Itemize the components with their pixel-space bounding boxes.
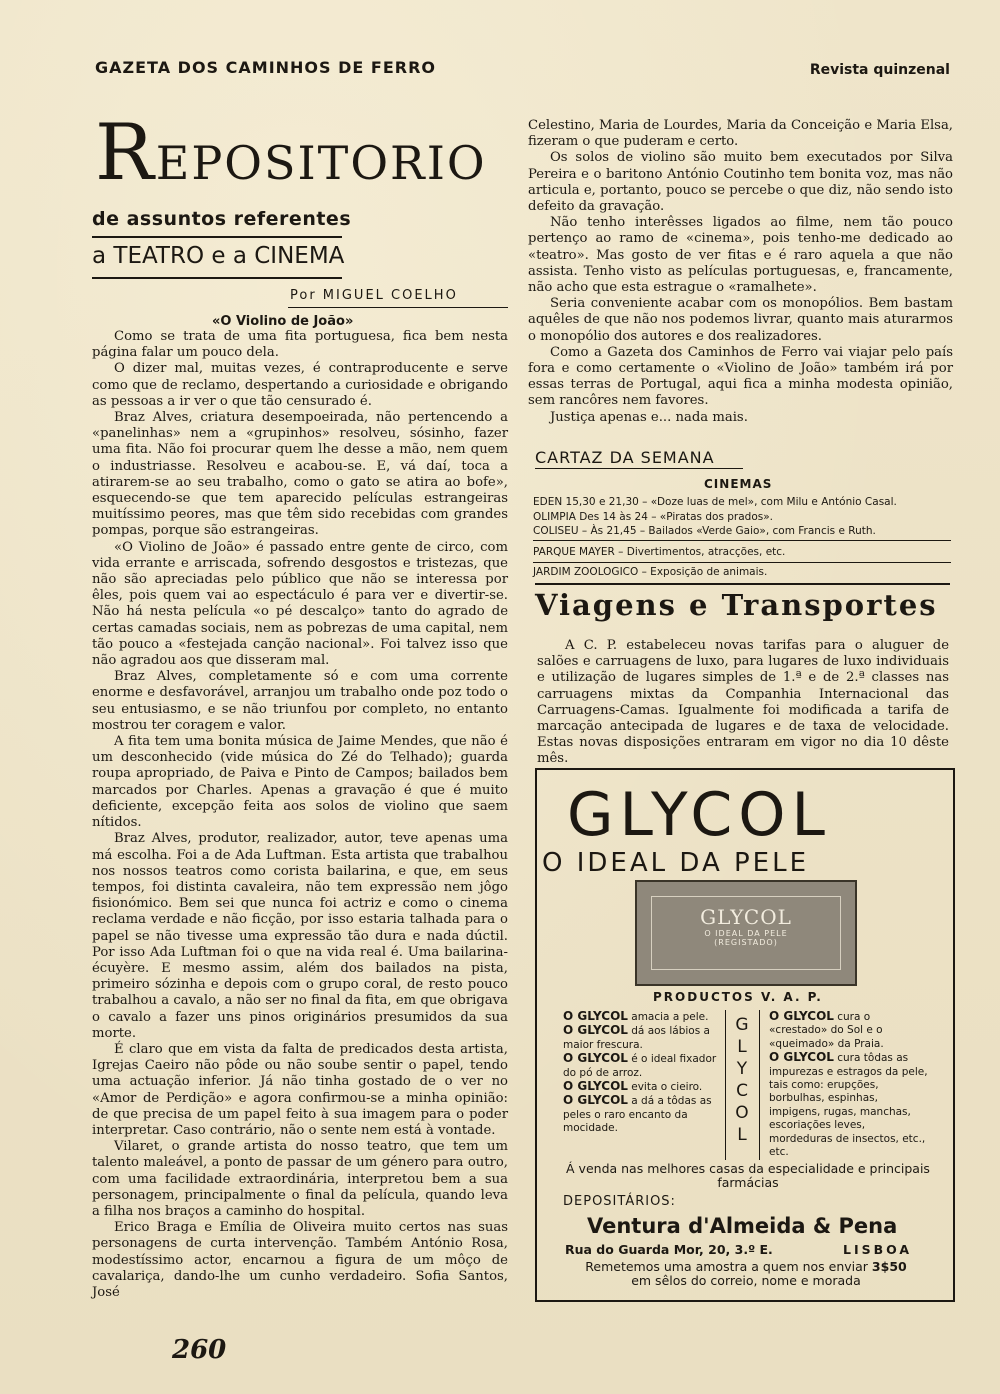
paragraph: Como se trata de uma fita portuguesa, fica bem nesta página falar um pouco dela. <box>92 329 508 361</box>
products-heading: PRODUCTOS V. A. P. <box>653 990 823 1004</box>
cinema-listing: EDEN 15,30 e 21,30 – «Doze luas de mel», com Milu e António Casal. <box>533 496 897 508</box>
article-right-column <box>528 118 953 426</box>
label-line: (REGISTADO) <box>714 938 778 947</box>
divider <box>535 468 743 469</box>
ad-claim <box>563 1094 721 1135</box>
paragraph: Braz Alves, criatura desempoeirada, não pertencendo a «panelinhas» nem a «grupinhos» resolveu, sósinho, fazer uma fita. Não foi procurar quem lhe desse a mão, nem quem o industriasse. Resolveu e acabou-se. E, vá daí, toca a atirarem-se ao seu trabalho, como o gato se atira ao bofe», esquecendo-se que tem aparecido películas estrangeiras muitíssimo peores, mas que têm sido recebidas com grandes pompas, porque são estrangeiras. <box>92 410 508 539</box>
running-header-title: GAZETA DOS CAMINHOS DE FERRO <box>95 58 437 77</box>
ad-claim-text: dá aos lábios a maior frescura. <box>563 1025 710 1051</box>
paragraph: Justiça apenas e... nada mais. <box>550 409 748 425</box>
ad-firm-name: Ventura d'Almeida & Pena <box>587 1214 898 1238</box>
divider <box>533 540 951 541</box>
running-header-subtitle: Revista quinzenal <box>809 62 950 78</box>
section-title-initial: R <box>95 108 156 198</box>
ad-claim <box>563 1052 721 1080</box>
ad-claims-left <box>563 1010 721 1136</box>
paragraph: «O Violino de João» é passado entre gente de circo, com vida errante e arriscada, sofrendo desgostos e tristezas, que não são apreciadas pelo público que não se interessa por êles, pois quem vai ao espectáculo é para ver e divertir-se. Não há nesta película «o pé descalço» tanto do agrado de certas camadas sociais, nem as pobrezas de uma capital, nem tão pouco a «festejada canção nacional». Foi talvez isso que não agradou aos que disseram mal. <box>92 539 508 669</box>
ad-claim-text: evita o cieiro. <box>627 1081 703 1094</box>
ad-claim-brand: O GLYCOL <box>563 1051 628 1066</box>
section-subtitle-2: a TEATRO e a CINEMA <box>92 243 345 269</box>
divider <box>535 583 950 585</box>
ad-claim <box>769 1051 929 1159</box>
paragraph: Os solos de violino são muito bem executados por Silva Pereira e o baritono António Coutinho tem bonita voz, mas não articula e, portanto, pouco se percebe o que diz, não sendo isto defeito da gravação. <box>528 150 953 215</box>
ad-claims-right <box>769 1010 929 1159</box>
viagens-text-block <box>537 638 949 768</box>
cinema-listing: PARQUE MAYER – Divertimentos, atracções, etc. <box>533 546 786 558</box>
paragraph: Seria conveniente acabar com os monopólios. Bem bastam aquêles de que não nos podemos livrar, quanto mais aturarmos o monopólio dos autores e dos realizadores. <box>528 296 953 344</box>
section-title-rest: EPOSITORIO <box>155 136 487 190</box>
paragraph: Celestino, Maria de Lourdes, Maria da Conceição e Maria Elsa, fizeram o que puderam e certo. <box>528 118 953 150</box>
product-label-image <box>635 880 857 986</box>
label-frame <box>651 896 841 970</box>
article-left-column <box>92 329 508 1301</box>
divider <box>533 562 951 563</box>
cinema-listing: OLIMPIA Des 14 às 24 – «Piratas dos prados». <box>533 511 773 523</box>
paragraph: A fita tem uma bonita música de Jaime Mendes, que não é um desconhecido (vide música do Zé do Telhado); guarda roupa apropriado, de Paiva e Pinto de Campos; bailados bem marcados por Charles. Apenas a gravação é que é muito deficiente, excepção feita aos solos de violino que saem nítidos. <box>92 734 508 831</box>
glycol-advertisement <box>535 768 955 1302</box>
paragraph: Braz Alves, produtor, realizador, autor, teve apenas uma má escolha. Foi a de Ada Luftman. Esta artista que trabalhou nos nossos teatros como corista bailarina, e que, em seus tempos, foi distinta cavaleira, não tem expressão nem jôgo fisionómico. Bem sei que nunca foi actriz e como o cinema reclama verdade e não ficção, por isso estaria talhada para o papel se não tivesse uma expressão tão dura e nada dúctil. Por isso Ada Luftman foi o que na vida real é. Uma bailarina-écuyère. E mesmo assim, além dos bailados na pista, primeiro sózinha e depois com o grupo coral, de resto pouco trabalhou a cavalo, a não ser no final da fita, em que obrigava o cavalo a fazer uns pinos originários presumidos da sua morte. <box>92 831 508 1041</box>
cinemas-heading: CINEMAS <box>704 477 773 491</box>
ad-price: 3$50 <box>871 1259 907 1274</box>
ad-claim <box>563 1024 721 1052</box>
ad-claim-brand: O GLYCOL <box>563 1093 628 1108</box>
paragraph: Vilaret, o grande artista do nosso teatro, que tem um talento maleável, a ponto de passar de um género para outro, com uma facilidade extraordinária, interpretou bem a sua personagem, principalmente o final da película, quando leva a filha nos braços a caminho do hospital. <box>92 1139 508 1219</box>
ad-brand: GLYCOL <box>567 780 831 850</box>
paragraph: A C. P. estabeleceu novas tarifas para o aluguer de salões e carruagens de luxo, para lugares de luxo individuais e utilização de lugares simples de 1.ª e de 2.ª classes nas carruagens mixtas da Companhia Internacional das Carruagens-Camas. Igualmente foi modificada a tarifa de marcação antecipada de lugares e de taxa de velocidade. Estas novas disposições entraram em vigor no dia 10 dêste mês. <box>537 638 949 767</box>
ad-claim-text: a dá a tôdas as peles o raro encanto da mocidade. <box>563 1095 712 1135</box>
ad-address: Rua do Guarda Mor, 20, 3.º E. <box>565 1242 773 1257</box>
vertical-letter: O <box>735 1103 749 1123</box>
paragraph: Braz Alves, completamente só e com uma corrente enorme e desfavorável, arranjou um trabalho onde poz todo o seu entusiasmo, e se não triunfou por completo, no entanto mostrou ter coragem e valor. <box>92 669 508 733</box>
ad-claim-brand: O GLYCOL <box>769 1050 834 1065</box>
article-title: «O Violino de João» <box>212 314 354 329</box>
cinema-listing: JARDIM ZOOLOGICO – Exposição de animais. <box>533 566 768 578</box>
ad-claim <box>563 1080 721 1094</box>
ad-claim-brand: O GLYCOL <box>769 1009 834 1023</box>
ad-availability: Á venda nas melhores casas da especialidade e principais farmácias <box>566 1161 930 1190</box>
ad-claim <box>563 1010 721 1024</box>
ad-depositarios: DEPOSITÁRIOS: <box>563 1194 676 1209</box>
vertical-brand <box>730 1014 754 1146</box>
vertical-letter: Y <box>736 1059 748 1079</box>
ad-sample-text: em sêlos do correio, nome e morada <box>631 1273 861 1288</box>
vertical-letter: C <box>736 1081 748 1101</box>
section-title <box>95 108 487 198</box>
byline: Por MIGUEL COELHO <box>290 288 458 303</box>
paragraph: Não tenho interêsses ligados ao filme, nem tão pouco pertenço ao ramo de «cinema», pois tenho-me dedicado ao «teatro». Mas gosto de ver fitas e é raro aquela a que não assista. Tenho visto as películas portuguesas, e, francamente, não acho que esta estrague o «ramalhete». <box>528 215 953 296</box>
ad-claim <box>769 1010 929 1051</box>
paragraph: Erico Braga e Emília de Oliveira muito certos nas suas personagens de curta intervenção. Também António Rosa, modestíssimo actor, encarnou a figura de um môço de cavalariça, dando-lhe um cunho verdadeiro. Sofia Santos, José <box>92 1220 508 1300</box>
paragraph: É claro que em vista da falta de predicados desta artista, Igrejas Caeiro não pôde ou não soube sentir o papel, tendo uma actuação inferior. Já não tinha gostado de o ver no «Amor de Perdição» e agora confirmou-se a minha opinião: de que precisa de um papel feito à sua imagem para o poder interpretar. Caso contrário, não o sente nem está à vontade. <box>92 1041 508 1138</box>
label-line: O IDEAL DA PELE <box>704 929 788 938</box>
ad-sample-offer <box>557 1260 935 1288</box>
ad-claim-brand: O GLYCOL <box>563 1023 628 1038</box>
label-brand: GLYCOL <box>700 905 792 929</box>
vertical-letter: L <box>737 1037 747 1057</box>
cinema-listing: COLISEU – Às 21,45 – Bailados «Verde Gaio», com Francis e Ruth. <box>533 525 876 537</box>
page-number: 260 <box>172 1335 227 1365</box>
ad-claim-text: cura o «crestado» do Sol e o «queimado» da Praia. <box>769 1011 884 1050</box>
vertical-letter: L <box>737 1125 747 1145</box>
divider <box>725 1010 726 1160</box>
ad-sample-text: Remetemos uma amostra a quem nos enviar <box>585 1259 868 1274</box>
ad-claim-text: cura tôdas as impurezas e estragos da pele, tais como: erupções, borbulhas, espinhas, impigens, rugas, manchas, escoriações leves, mordeduras de insectos, etc., etc. <box>769 1052 928 1159</box>
vertical-letter: G <box>735 1015 749 1035</box>
divider <box>92 277 342 279</box>
viagens-title: Viagens e Transportes <box>535 588 938 622</box>
ad-claim-brand: O GLYCOL <box>563 1079 628 1094</box>
section-subtitle-1: de assuntos referentes <box>92 208 352 230</box>
ad-claim-brand: O GLYCOL <box>563 1009 628 1023</box>
ad-tagline: O IDEAL DA PELE <box>542 848 810 878</box>
paragraph: O dizer mal, muitas vezes, é contraproducente e serve como que de reclamo, despertando a curiosidade e obrigando as pessoas a ir ver o que tão censurado é. <box>92 361 508 409</box>
cartaz-heading: CARTAZ DA SEMANA <box>535 448 715 467</box>
ad-claim-text: é o ideal fixador do pó de arroz. <box>563 1053 717 1079</box>
ad-city: LISBOA <box>843 1242 913 1257</box>
divider <box>92 236 342 238</box>
divider <box>759 1010 760 1160</box>
paragraph: Como a Gazeta dos Caminhos de Ferro vai viajar pelo país fora e como certamente o «Violino de João» também irá por essas terras de Portugal, aqui fica a minha modesta opinião, sem rancôres nem favores. <box>528 344 953 409</box>
ad-claim-text: amacia a pele. <box>627 1011 709 1023</box>
divider <box>288 307 508 308</box>
